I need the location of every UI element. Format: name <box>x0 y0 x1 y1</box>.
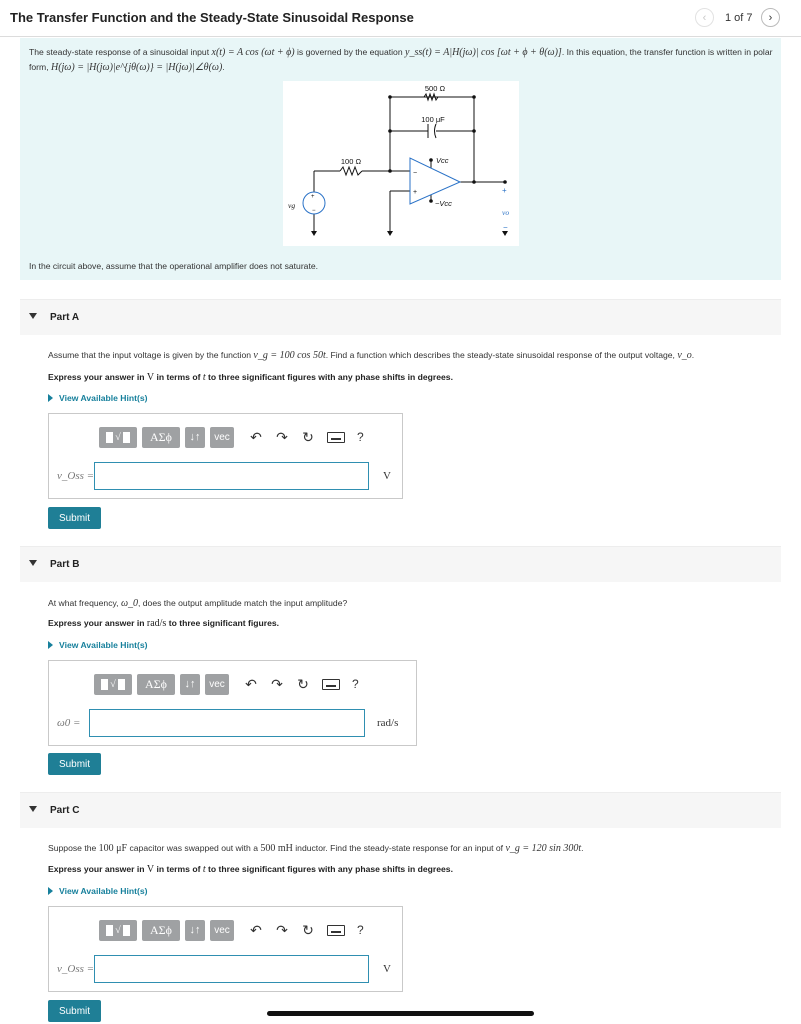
reset-icon[interactable]: ↻ <box>302 921 314 938</box>
vector-button[interactable]: vec <box>205 674 229 695</box>
junction-dot <box>429 199 433 203</box>
label-vo: vo <box>502 208 510 217</box>
instruction-text: in terms of <box>154 864 203 874</box>
caret-down-icon <box>29 806 37 812</box>
capacitor-plate <box>435 124 437 138</box>
part-c-header[interactable] <box>20 792 781 828</box>
fraction-root-button[interactable]: √ <box>99 427 137 448</box>
part-b-header[interactable] <box>20 546 781 582</box>
question-math: 100 μF <box>98 843 128 854</box>
question-text: , does the output amplitude match the input amplitude? <box>138 598 348 608</box>
question-math: v_o <box>677 350 692 361</box>
caret-down-icon <box>29 560 37 566</box>
question-text: Suppose the <box>48 843 99 853</box>
redo-icon[interactable]: ↷ <box>276 921 288 938</box>
instruction-text: to three significant figures with any phase shifts in degrees. <box>205 864 453 874</box>
page-indicator: 1 of 7 <box>725 12 753 24</box>
part-b-label: Part B <box>50 559 80 570</box>
caret-right-icon <box>48 641 53 649</box>
redo-icon[interactable]: ↷ <box>276 428 288 445</box>
reset-icon[interactable]: ↻ <box>302 428 314 445</box>
label-r-input: 100 Ω <box>340 157 362 166</box>
redo-icon[interactable]: ↷ <box>271 675 283 692</box>
part-c-variable-label: v_Oss = <box>57 963 95 975</box>
junction-dot <box>472 180 476 184</box>
intro-math-yss: y_ss(t) = A|H(jω)| cos [ωt + ϕ + θ(ω)] <box>405 47 562 58</box>
circuit-note: In the circuit above, assume that the operational amplifier does not saturate. <box>29 261 319 271</box>
instruction-unit: V <box>146 864 155 875</box>
question-text: capacitor was swapped out with a <box>127 843 261 853</box>
junction-dot <box>388 169 392 173</box>
part-c-instruction <box>48 864 453 875</box>
question-text: At what frequency, <box>48 598 121 608</box>
part-a-answer-box <box>48 413 403 499</box>
intro-text: . <box>222 62 225 72</box>
label-minus: − <box>503 223 508 232</box>
question-text: . <box>581 843 584 853</box>
instruction-text: to three significant figures. <box>166 618 280 628</box>
problem-intro <box>29 45 774 75</box>
greek-symbols-button[interactable]: ΑΣϕ <box>142 920 180 941</box>
instruction-unit: rad/s <box>146 618 167 629</box>
intro-text: is governed by the equation <box>294 47 405 57</box>
instruction-text: to three significant figures with any phase shifts in degrees. <box>205 372 453 382</box>
instruction-text: Express your answer in <box>48 864 147 874</box>
part-a-label: Part A <box>50 312 80 323</box>
part-c-question <box>48 843 768 854</box>
math-toolbar <box>94 670 359 698</box>
greek-symbols-button[interactable]: ΑΣϕ <box>142 427 180 448</box>
question-text: . Find a function which describes the steady-state sinusoidal response of the output voltage, <box>325 350 678 360</box>
question-math: ω_0 <box>120 598 138 609</box>
intro-text: The steady-state response of a sinusoidal input <box>29 47 212 57</box>
part-b-variable-label: ω0 = <box>57 717 81 729</box>
greek-symbols-button[interactable]: ΑΣϕ <box>137 674 175 695</box>
problem-statement <box>20 38 781 280</box>
fraction-root-button[interactable]: √ <box>99 920 137 941</box>
junction-dot <box>429 158 433 162</box>
circuit-diagram <box>283 81 519 246</box>
label-plus: + <box>502 186 507 195</box>
question-math: 500 mH <box>260 843 293 854</box>
resistor-100 <box>340 167 362 175</box>
page-title: The Transfer Function and the Steady-State Sinusoidal Response <box>10 10 414 25</box>
question-math: v_g = 100 cos 50t <box>253 350 326 361</box>
vector-button[interactable]: vec <box>210 920 234 941</box>
label-neg-vcc: −Vcc <box>435 199 452 208</box>
ground-arrow <box>311 231 317 236</box>
part-c-answer-box <box>48 906 403 992</box>
label-vg: vg <box>288 201 296 210</box>
question-math: v_g = 120 sin 300t <box>505 843 582 854</box>
junction-dot <box>503 180 507 184</box>
math-toolbar <box>99 916 364 944</box>
label-capacitor: 100 μF <box>421 115 445 124</box>
hint-label: View Available Hint(s) <box>59 640 148 650</box>
source-plus: + <box>311 194 315 200</box>
undo-icon[interactable]: ↶ <box>250 921 262 938</box>
part-c-label: Part C <box>50 805 80 816</box>
question-text: Assume that the input voltage is given by the function <box>48 350 254 360</box>
intro-math-input: x(t) = A cos (ωt + ϕ) <box>211 47 295 58</box>
part-c-submit-button[interactable]: Submit <box>48 1000 101 1022</box>
top-bar <box>0 0 801 37</box>
source-minus: − <box>312 208 316 214</box>
chevron-right-icon[interactable]: › <box>761 8 780 27</box>
part-a-answer-input[interactable] <box>94 462 369 490</box>
part-c-answer-input[interactable] <box>94 955 369 983</box>
junction-dot <box>472 95 476 99</box>
keyboard-icon[interactable] <box>322 679 340 690</box>
instruction-unit: V <box>146 372 155 383</box>
part-a-header[interactable] <box>20 299 781 335</box>
math-toolbar <box>99 423 364 451</box>
caret-right-icon <box>48 394 53 402</box>
subscript-superscript-button[interactable]: ↓↑ <box>185 427 205 448</box>
help-icon[interactable]: ? <box>357 430 364 444</box>
part-b-submit-button[interactable]: Submit <box>48 753 101 775</box>
undo-icon[interactable]: ↶ <box>250 428 262 445</box>
ground-arrow <box>387 231 393 236</box>
keyboard-icon[interactable] <box>327 925 345 936</box>
part-a-variable-label: v_Oss = <box>57 470 95 482</box>
fraction-root-button[interactable]: √ <box>94 674 132 695</box>
op-amp-body <box>410 158 460 204</box>
keyboard-icon[interactable] <box>327 432 345 443</box>
home-indicator <box>267 1011 534 1016</box>
instruction-var: t <box>202 372 206 383</box>
undo-icon[interactable]: ↶ <box>245 675 257 692</box>
question-text: . <box>691 350 695 360</box>
intro-text: . In this equation, the transfer function is written in polar form, <box>29 47 773 72</box>
opamp-plus: + <box>413 189 418 196</box>
caret-down-icon <box>29 313 37 319</box>
opamp-minus: − <box>413 170 418 177</box>
intro-math-h: H(jω) = |H(jω)|e^{jθ(ω)} = |H(jω)|∠θ(ω) <box>50 62 223 73</box>
part-b-unit: rad/s <box>377 717 399 729</box>
label-r-feedback: 500 Ω <box>424 84 446 93</box>
junction-dot <box>388 129 392 133</box>
instruction-text: Express your answer in <box>48 618 147 628</box>
circuit-svg <box>283 81 519 246</box>
part-b-answer-input[interactable] <box>89 709 365 737</box>
caret-right-icon <box>48 887 53 895</box>
part-b-instruction <box>48 618 279 629</box>
part-a-hint-link[interactable] <box>48 393 148 403</box>
instruction-text: in terms of <box>154 372 203 382</box>
help-icon[interactable]: ? <box>352 677 359 691</box>
part-c-unit: V <box>383 963 391 975</box>
instruction-text: Express your answer in <box>48 372 147 382</box>
junction-dot <box>472 129 476 133</box>
part-a-question <box>48 350 768 361</box>
part-b-hint-link[interactable] <box>48 640 148 650</box>
part-b-answer-box <box>48 660 417 746</box>
help-icon[interactable]: ? <box>357 923 364 937</box>
subscript-superscript-button[interactable]: ↓↑ <box>185 920 205 941</box>
reset-icon[interactable]: ↻ <box>297 675 309 692</box>
hint-label: View Available Hint(s) <box>59 393 148 403</box>
part-c-hint-link[interactable] <box>48 886 148 896</box>
chevron-left-icon[interactable]: ‹ <box>695 8 714 27</box>
instruction-var: t <box>202 864 206 875</box>
hint-label: View Available Hint(s) <box>59 886 148 896</box>
part-a-submit-button[interactable]: Submit <box>48 507 101 529</box>
question-text: inductor. Find the steady-state response for an input of <box>292 843 506 853</box>
part-b-question <box>48 598 768 609</box>
vector-button[interactable]: vec <box>210 427 234 448</box>
junction-dot <box>388 95 392 99</box>
subscript-superscript-button[interactable]: ↓↑ <box>180 674 200 695</box>
label-vcc: Vcc <box>436 156 449 165</box>
part-a-instruction <box>48 372 453 383</box>
part-a-unit: V <box>383 470 391 482</box>
